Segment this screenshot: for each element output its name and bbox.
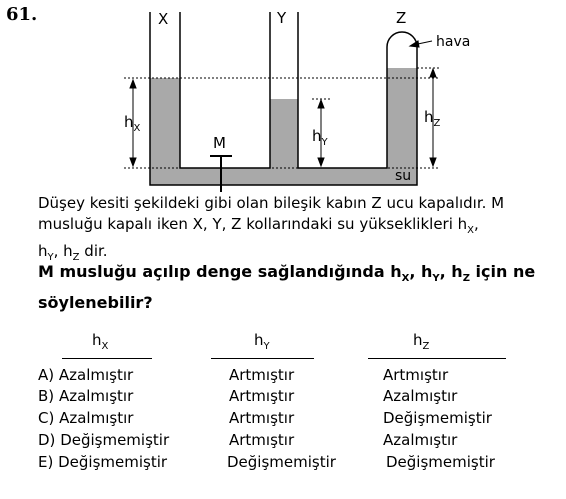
option-label: A) [38, 366, 55, 384]
option-a-hy: Artmıştır [229, 366, 295, 384]
option-label: D) [38, 431, 56, 449]
label-hx: $h_X$ [124, 113, 141, 134]
option-c[interactable] [38, 409, 133, 427]
label-x: X [158, 10, 169, 28]
option-hx: Değişmemiştir [60, 431, 170, 449]
option-e-hy: Değişmemiştir [227, 453, 336, 471]
label-tap-m: M [213, 134, 226, 152]
column-header-hx: $h_X$ [92, 331, 109, 352]
label-air: hava [436, 34, 471, 50]
label-water: su [395, 168, 412, 184]
option-hx: Azalmıştır [58, 387, 134, 405]
column-rule-hx [62, 358, 152, 359]
question-prompt [38, 260, 535, 315]
option-hx: Azalmıştır [58, 366, 134, 384]
option-hx: Değişmemiştir [58, 453, 168, 471]
option-d[interactable] [38, 431, 169, 449]
stem-line-3: $h_Y$, $h_Z$ dir. [38, 242, 108, 263]
label-z: Z [396, 9, 407, 27]
connected-vessel-diagram [0, 0, 566, 200]
option-d-hz: Azalmıştır [383, 431, 458, 449]
column-header-hy: $h_Y$ [254, 331, 270, 352]
column-rule-hy [211, 358, 314, 359]
question-stem [38, 193, 504, 268]
option-b-hy: Artmıştır [229, 387, 295, 405]
prompt-line-1: M musluğu açılıp denge sağlandığında $h_X$, $h_Y$, $h_Z$ için ne [38, 262, 536, 284]
option-hx: Azalmıştır [59, 409, 134, 427]
label-y: Y [277, 9, 287, 27]
option-a-hz: Artmıştır [383, 366, 449, 384]
question-number: 61. [6, 4, 38, 25]
prompt-line-2: söylenebilir? [38, 293, 153, 312]
option-label: B) [38, 387, 55, 405]
option-e[interactable] [38, 453, 167, 471]
option-c-hz: Değişmemiştir [383, 409, 492, 427]
option-e-hz: Değişmemiştir [386, 453, 495, 471]
column-rule-hz [368, 358, 506, 359]
option-b-hz: Azalmıştır [383, 387, 458, 405]
label-hy: $h_Y$ [312, 127, 328, 148]
option-a[interactable] [38, 366, 133, 384]
option-label: E) [38, 453, 54, 471]
column-header-hz: $h_Z$ [413, 331, 430, 352]
stem-line-1: Düşey kesiti şekildeki gibi olan bileşik kabın Z ucu kapalıdır. M [38, 194, 505, 212]
option-b[interactable] [38, 387, 133, 405]
label-hz: $h_Z$ [424, 108, 441, 129]
option-label: C) [38, 409, 55, 427]
option-d-hy: Artmıştır [229, 431, 295, 449]
stem-line-2: musluğu kapalı iken X, Y, Z kollarındaki su yükseklikleri $h_X$, [38, 215, 479, 236]
option-c-hy: Artmıştır [229, 409, 295, 427]
